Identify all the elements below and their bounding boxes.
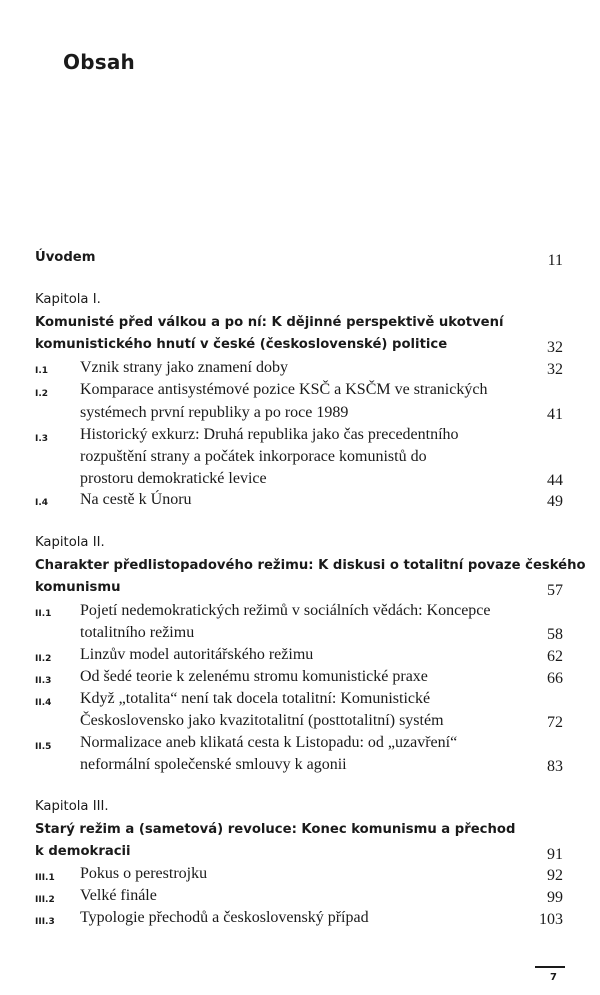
section-title-line: Linzův model autoritářského režimu — [80, 646, 314, 663]
section-number: I.4 — [35, 498, 49, 508]
section-number: III.2 — [35, 895, 55, 905]
chapter-3-title-line-2: k demokracii — [35, 844, 131, 859]
section-title-line: Normalizace aneb klikatá cesta k Listopadu: od „uzavření“ — [80, 734, 458, 751]
chapter-3-page: 91 — [547, 846, 563, 863]
section-page: 83 — [547, 758, 563, 775]
section-title-line: Pokus o perestrojku — [80, 865, 208, 882]
chapter-2-title-line-1: Charakter předlistopadového režimu: K diskusi o totalitní povaze českého — [35, 558, 586, 573]
section-page: 44 — [547, 472, 563, 489]
section-title-line: Velké finále — [80, 887, 157, 904]
chapter-1-title-line-1: Komunisté před válkou a po ní: K dějinné perspektivě ukotvení — [35, 315, 504, 330]
chapter-3-title-line-1: Starý režim a (sametová) revoluce: Konec komunismu a přechod — [35, 822, 516, 837]
section-title-line: Československo jako kvazitotalitní (posttotalitní) systém — [80, 712, 444, 729]
section-page: 72 — [547, 714, 563, 731]
section-page: 62 — [547, 648, 563, 665]
footer-rule — [535, 966, 565, 968]
section-number: I.1 — [35, 366, 49, 376]
section-number: II.3 — [35, 676, 52, 686]
section-page: 49 — [547, 493, 563, 510]
section-number: II.1 — [35, 609, 52, 619]
chapter-1-label: Kapitola I. — [35, 292, 101, 307]
section-page: 66 — [547, 670, 563, 687]
page-number: 7 — [550, 972, 557, 983]
chapter-2-title-line-2: komunismu — [35, 580, 121, 595]
section-title-line: Na cestě k Únoru — [80, 491, 192, 508]
page-title: Obsah — [63, 50, 135, 74]
section-title-line: Když „totalita“ není tak docela totalitní: Komunistické — [80, 690, 431, 707]
section-number: II.4 — [35, 698, 52, 708]
intro-label: Úvodem — [35, 250, 96, 265]
section-title-line: Pojetí nedemokratických režimů v sociálních vědách: Koncepce — [80, 602, 491, 619]
chapter-1-page: 32 — [547, 339, 563, 356]
chapter-2-label: Kapitola II. — [35, 535, 105, 550]
section-title-line: Vznik strany jako znamení doby — [80, 359, 288, 376]
section-number: III.3 — [35, 917, 55, 927]
section-number: II.5 — [35, 742, 52, 752]
chapter-2-page: 57 — [547, 582, 563, 599]
section-page: 58 — [547, 626, 563, 643]
section-page: 99 — [547, 889, 563, 906]
section-number: III.1 — [35, 873, 55, 883]
section-page: 41 — [547, 406, 563, 423]
intro-page: 11 — [547, 252, 563, 269]
section-number: II.2 — [35, 654, 52, 664]
section-title-line: Typologie přechodů a československý případ — [80, 909, 369, 926]
section-number: I.3 — [35, 434, 49, 444]
section-number: I.2 — [35, 389, 49, 399]
section-title-line: rozpuštění strany a počátek inkorporace komunistů do — [80, 448, 427, 465]
section-title-line: totalitního režimu — [80, 624, 195, 641]
chapter-1-title-line-2: komunistického hnutí v české (československé) politice — [35, 337, 448, 352]
section-title-line: Komparace antisystémové pozice KSČ a KSČM ve stranických — [80, 381, 488, 398]
section-page: 32 — [547, 361, 563, 378]
section-title-line: prostoru demokratické levice — [80, 470, 267, 487]
section-page: 92 — [547, 867, 563, 884]
section-page: 103 — [539, 911, 563, 928]
section-title-line: Od šedé teorie k zelenému stromu komunistické praxe — [80, 668, 428, 685]
section-title-line: Historický exkurz: Druhá republika jako čas precedentního — [80, 426, 459, 443]
section-title-line: neformální společenské smlouvy k agonii — [80, 756, 347, 773]
section-title-line: systémech první republiky a po roce 1989 — [80, 404, 349, 421]
chapter-3-label: Kapitola III. — [35, 799, 109, 814]
